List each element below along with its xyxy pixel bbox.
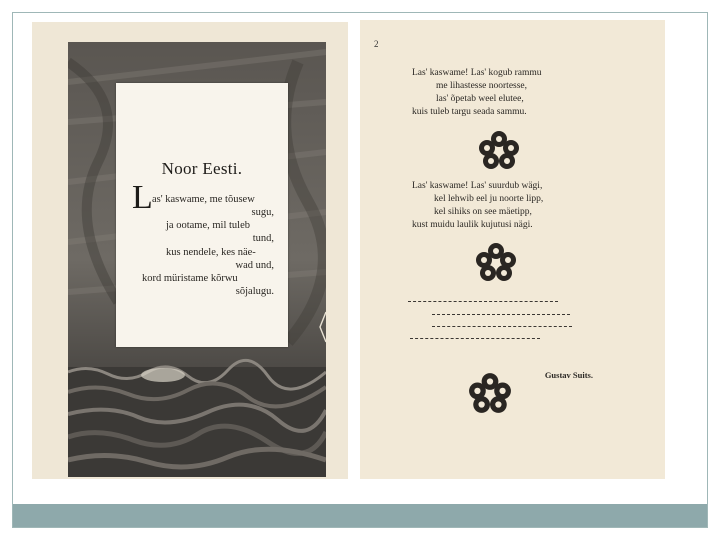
stanza-line: las' õpetab weel elutee, xyxy=(436,94,524,104)
poem-line: ja ootame, mil tuleb xyxy=(166,220,250,231)
stanza-line: Las' kaswame! Las' kogub rammu xyxy=(412,68,542,78)
poem-line: kord müristame kõrwu xyxy=(142,273,238,284)
stanza-line: kust muidu laulik kujutusi nägi. xyxy=(412,220,533,230)
dashed-line xyxy=(432,326,572,328)
poem-title: Noor Eesti. xyxy=(161,159,243,178)
poem-line: as' kaswame, me tõusew xyxy=(152,194,255,205)
poem-line: wad und, xyxy=(235,260,274,271)
drop-cap: L xyxy=(132,179,153,216)
poem-line: tund, xyxy=(252,233,274,244)
left-book-page xyxy=(32,22,348,479)
stanza-line: me lihastesse noortesse, xyxy=(436,81,528,91)
poem-line: sugu, xyxy=(251,207,274,218)
footer-bar xyxy=(13,504,707,527)
author-signature: Gustav Suits. xyxy=(544,370,593,380)
poem-card xyxy=(116,83,288,347)
flower-ornament-icon xyxy=(468,372,512,414)
dashed-line xyxy=(410,338,540,340)
page-number: 2 xyxy=(374,39,379,49)
stanza-line: kel sihiks on see mäetipp, xyxy=(434,207,532,217)
stanza-line: kuis tuleb targu seada sammu. xyxy=(412,107,527,117)
poem-line: sõjalugu. xyxy=(235,286,274,297)
right-book-page xyxy=(360,20,665,479)
stanza-line: kel lehwib eel ju noorte lipp, xyxy=(434,194,544,204)
poem-line: kus nendele, kes näe- xyxy=(166,247,256,258)
dashed-line xyxy=(432,314,570,316)
flower-ornament-icon xyxy=(478,130,520,170)
dashed-line xyxy=(408,301,558,303)
flower-ornament-icon xyxy=(475,242,517,282)
stanza-line: Las' kaswame! Las' suurdub wägi, xyxy=(412,181,543,191)
